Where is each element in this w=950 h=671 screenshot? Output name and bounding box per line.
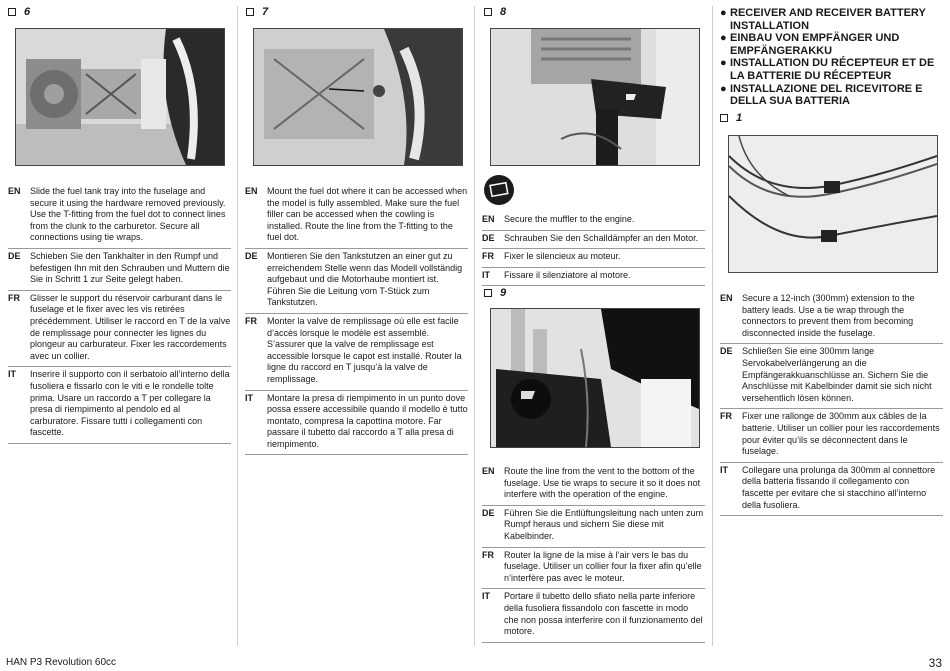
instruction-text: Mount the fuel dot where it can be accessed when the model is fully assembled. Make sure the fuel filler can be accessed when the cowling is installed. Route the line from the T-fitting to the fuel dot. [267,186,468,243]
instruction-text: Secure the muffler to the engine. [504,214,635,224]
lang-code: IT [482,591,490,602]
step-6-header [8,6,30,18]
lang-code: DE [482,507,495,518]
instruction-fr [720,409,943,462]
instruction-en [482,464,705,506]
bullet-icon: ● [720,32,727,45]
column-divider [237,6,238,646]
checkbox-icon [8,8,16,16]
photo-fuel-tank-tray [15,28,225,166]
lang-code: EN [482,466,495,476]
step-7-instructions [245,184,468,455]
instruction-text: Secure a 12-inch (300mm) extension to the battery leads. Use a tie wrap through the connectors to prevent them from becoming disconnected inside the fuselage. [742,293,915,338]
instruction-text: Glisser le support du réservoir carburant dans le fuselage et le fixer avec les vis retirées précédemment. Utiliser le raccord en T de la valve de remplissage pour connecter les lignes du plongeur au carburateur. Fixer les raccordements avec un collier. [30,292,231,361]
section-heading-en [720,7,945,32]
instruction-en [8,184,231,249]
lang-code: EN [720,293,733,303]
photo-battery-extension [728,135,938,273]
step-1-header [720,112,742,124]
photo-muffler [490,28,700,166]
step-number: 8 [500,6,507,18]
lang-code: FR [720,411,732,422]
instruction-it [8,367,231,444]
instruction-it [720,463,943,516]
photo-fuel-dot [253,28,463,166]
section-headings [720,7,945,108]
instruction-de [8,249,231,291]
step-9-instructions [482,464,705,643]
instruction-text: Fixer une rallonge de 300mm aux câbles de la batterie. Utiliser un collier pour les raccordements pour éviter qu’ils se déconnectent dans le fuselage. [742,411,940,457]
instruction-fr [482,249,705,268]
instruction-en [245,184,468,249]
instruction-text: Schließen Sie eine 300mm lange Servokabelverlängerung an die Empfängerakkuanschlüsse an. Sichern Sie die Anschlüsse mit Kabelbinder damit sie sich nicht versehentlich lösen können. [742,346,932,403]
instruction-text: Router la ligne de la mise à l’air vers le bas du fuselage. Utiliser un collier four la fixer afin qu’elle n’interfère pas avec le moteur. [504,549,702,583]
checkbox-icon [484,8,492,16]
lang-code: EN [245,186,258,196]
instruction-fr [245,314,468,391]
photo-vent-line [490,308,700,448]
instruction-text: Inserire il supporto con il serbatoio all’interno della fusoliera e fissarlo con le viti e le rondelle tolte prima. Usare un raccordo a T per collegare la presa di riempimento al pendolo ed al carburatore. Fissare tutti i collegamenti con fascette. [30,369,230,438]
lang-code: IT [720,464,728,475]
instruction-fr [482,548,705,590]
lang-code: DE [8,250,21,261]
heading-text: INSTALLAZIONE DEL RICEVITORE E DELLA SUA BATTERIA [730,82,923,108]
lang-code: DE [720,346,733,357]
instruction-it [482,268,705,287]
lang-code: EN [482,214,495,224]
lang-code: IT [8,369,16,380]
lang-code: EN [8,186,21,196]
checkbox-icon [720,114,728,122]
step-number: 7 [262,6,269,18]
instruction-text: Route the line from the vent to the bottom of the fuselage. Use tie wraps to secure it so it does not interfere with the operation of the engine. [504,466,701,500]
bullet-icon: ● [720,82,727,95]
step-number: 6 [24,6,31,18]
step-number: 1 [736,112,743,124]
heading-text: RECEIVER AND RECEIVER BATTERY INSTALLATION [730,7,926,32]
step-number: 9 [500,287,507,299]
step-6-instructions [8,184,231,444]
lang-code: FR [8,292,20,303]
step-9-header [484,287,506,299]
page-number: 33 [928,656,942,670]
lang-code: FR [482,251,494,262]
engine-photo-illustration [16,29,224,165]
column-divider [712,6,713,646]
instruction-text: Slide the fuel tank tray into the fuselage and secure it using the hardware removed previously. Use the T-fitting from the fuel dot to connect lines from the clunk to the carburetor. Secure all connections using tie wraps. [30,186,226,243]
instruction-de [245,249,468,314]
footer-title: HAN P3 Revolution 60cc [6,657,117,668]
checkbox-icon [484,289,492,297]
instruction-it [482,589,705,642]
battery-extension-photo-illustration [729,136,937,272]
vent-line-photo-illustration [491,309,699,447]
fuel-dot-photo-illustration [254,29,462,165]
lang-code: DE [245,250,258,261]
step-7-header [246,6,268,18]
checkbox-icon [246,8,254,16]
instruction-fr [8,291,231,368]
instruction-text: Montieren Sie den Tankstutzen an einer gut zu erreichendem Stelle wenn das Modell vollständig aufgebaut und die Motorhaube montiert ist. Führen Sie die Leitung vom T-Stück zum Tankstutzen. [267,250,463,308]
instruction-it [245,391,468,456]
heading-text: EINBAU VON EMPFÄNGER UND EMPFÄNGERAKKU [730,32,900,57]
instruction-de [482,506,705,548]
section-heading-it [720,83,945,108]
step-8-instructions [482,212,705,286]
instruction-text: Portare il tubetto dello sfiato nella parte inferiore della fusoliera fissandolo con fascette in modo che non possa interferire con il funzionamento del motore. [504,591,703,637]
instruction-text: Schieben Sie den Tankhalter in den Rumpf und befestigen Ihn mit den Schrauben und Muttern die Sie in Schritt 1 zur Seite gelegt haben. [30,250,230,285]
column-divider [474,6,475,646]
wrench-tool-icon [484,175,514,205]
instruction-en [720,291,943,344]
lang-code: DE [482,232,495,243]
bullet-icon: ● [720,7,727,19]
lang-code: FR [245,315,257,326]
instruction-text: Collegare una prolunga da 300mm al connettore della batteria fissando il collegamento con fascette per evitare che si stacchino all’interno della fusoliera. [742,464,936,510]
step-8-header [484,6,506,18]
muffler-photo-illustration [491,29,699,165]
instruction-de [482,231,705,250]
lang-code: IT [245,392,253,403]
bullet-icon: ● [720,57,727,70]
instruction-text: Montare la presa di riempimento in un punto dove possa essere accessibile quando il modello è tutto montato, compresa la capottina motore. Far passare il tubetto dal raccordo a T alla presa di riempimento. [267,392,468,449]
lang-code: IT [482,269,490,280]
instruction-text: Fixer le silencieux au moteur. [504,251,621,262]
instruction-en [482,212,705,231]
instruction-text: Schrauben Sie den Schalldämpfer an den Motor. [504,232,699,243]
instruction-text: Führen Sie die Entlüftungsleitung nach unten zum Rumpf heraus und sichern Sie diese mit Kabelbinder. [504,507,704,541]
instruction-de [720,344,943,409]
heading-text: INSTALLATION DU RÉCEPTEUR ET DE LA BATTERIE DU RÉCEPTEUR [730,57,935,82]
step-1-instructions [720,291,943,516]
section-heading-de [720,32,945,57]
instruction-text: Monter la valve de remplissage où elle est facile d’accès lorsque le modèle est assemblé. S’assurer que la valve de remplissage est accessible lorsque le capot est installé. Router la ligne du raccord en T jusqu’à la valve de remplissage. [267,315,462,384]
instruction-text: Fissare il silenziatore al motore. [504,269,631,280]
section-heading-fr [720,57,945,82]
lang-code: FR [482,549,494,560]
